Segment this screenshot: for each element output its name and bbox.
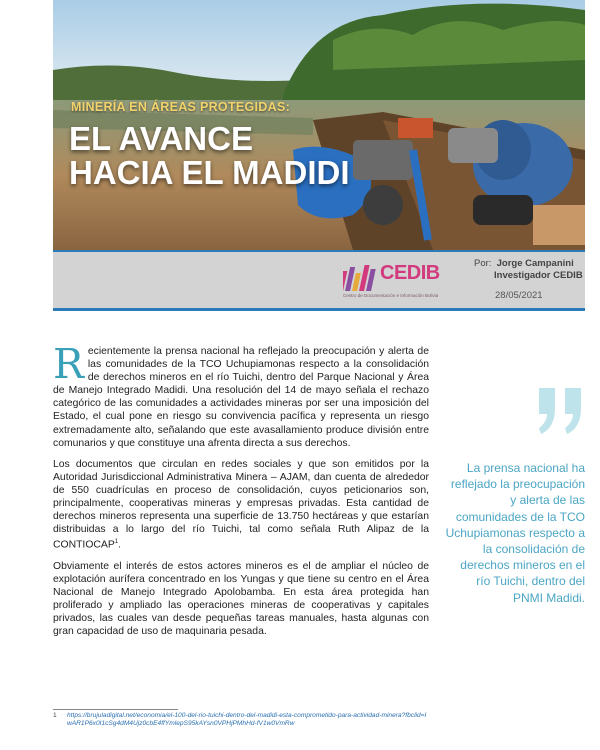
article-body	[53, 340, 429, 646]
paragraph-1-text: ecientemente la prensa nacional ha reflejado la preocupación y alerta de las comunidades de la TCO Uchupiamonas respecto a la consolidación de derechos mineros en el río Tuichi, dentro del Parque Nacional y Área de Manejo Integrado Madidi. Una resolución del 14 de mayo señala el rechazo categórico de las comunidades a actividades mineras por ser una imposición del Estado, el cual pone en riesgo su convivencia pacífica y representa un riesgo extremadamente alto, señalando que este avasallamiento produce división entre comunarios y que constituye una afrenta directa a sus derechos.	[53, 346, 429, 449]
logo-subtitle: Centro de Documentación e Información Bolivia	[343, 293, 439, 298]
paragraph-2-end: .	[118, 539, 122, 551]
paragraph-1	[53, 340, 429, 450]
publish-date: 28/05/2021	[495, 290, 543, 301]
article-kicker: MINERÍA EN ÁREAS PROTEGIDAS:	[71, 100, 291, 114]
article-headline: EL AVANCE HACIA EL MADIDI	[69, 120, 350, 191]
cedib-logo	[343, 260, 443, 302]
footnote-link[interactable]: https://brujuladigital.net/economia/el-100-del-rio-tuichi-dentro-del-madidi-esta-comprometido-para-actividad-minera?fbclid=IwAR1P6x0I1cSg4dM4Ujz0cbE4ffYmlepS95kAYsn0VPHjPMhHd-fV1w0VmRw	[67, 712, 427, 728]
author-role: Investigador CEDIB	[494, 270, 583, 281]
footnote-rule	[53, 709, 178, 710]
bottom-rule	[53, 308, 585, 311]
footnote	[53, 712, 433, 729]
byline	[474, 258, 583, 282]
drop-cap: R	[53, 340, 84, 388]
byline-label: Por:	[474, 258, 492, 269]
top-rule	[53, 250, 585, 252]
logo-bars-icon	[343, 263, 379, 293]
paragraph-2	[53, 458, 429, 552]
logo-name: CEDIB	[380, 262, 440, 284]
quote-marks-icon	[535, 388, 587, 434]
paragraph-3: Obviamente el interés de estos actores mineros es el de ampliar el núcleo de explotación aurífera concentrado en los Yungas y que tiene su centro en el Área Nacional de Manejo Integrado Apolobamba. En esta área protegida han proliferado y ampliado las operaciones mineras de cooperativas y capitales privados, las cuales van desde pequeñas tareas manuales, hasta algunas con gran capacidad de uso de maquinaria pesada.	[53, 560, 429, 638]
paragraph-2-text: Los documentos que circulan en redes sociales y que son emitidos por la Autoridad Jurisdiccional Administrativa Minera – AJAM, dan cuenta de alrededor de 550 cuadrículas en proceso de consolidación, cuyos peticionarios son, principalmente, cooperativas mineras y empresas privadas. Esta cantidad de derechos mineros representa una superficie de 13.750 hectáreas y que estarían distribuidas a lo largo del río Tuichi, tal como señala Ruth Alipaz de la CONTIOCAP	[53, 458, 429, 551]
pull-quote: La prensa nacional ha reflejado la preocupación y alerta de las comunidades de la TCO Uchupiamonas respecto a la consolidación de derechos mineros en el río Tuichi, dentro del PNMI Madidi.	[445, 461, 585, 605]
footnote-number: 1	[53, 712, 57, 719]
author-name: Jorge Campanini	[496, 258, 574, 269]
footnote-ref[interactable]: 1	[114, 539, 119, 546]
hero-image	[53, 0, 585, 250]
